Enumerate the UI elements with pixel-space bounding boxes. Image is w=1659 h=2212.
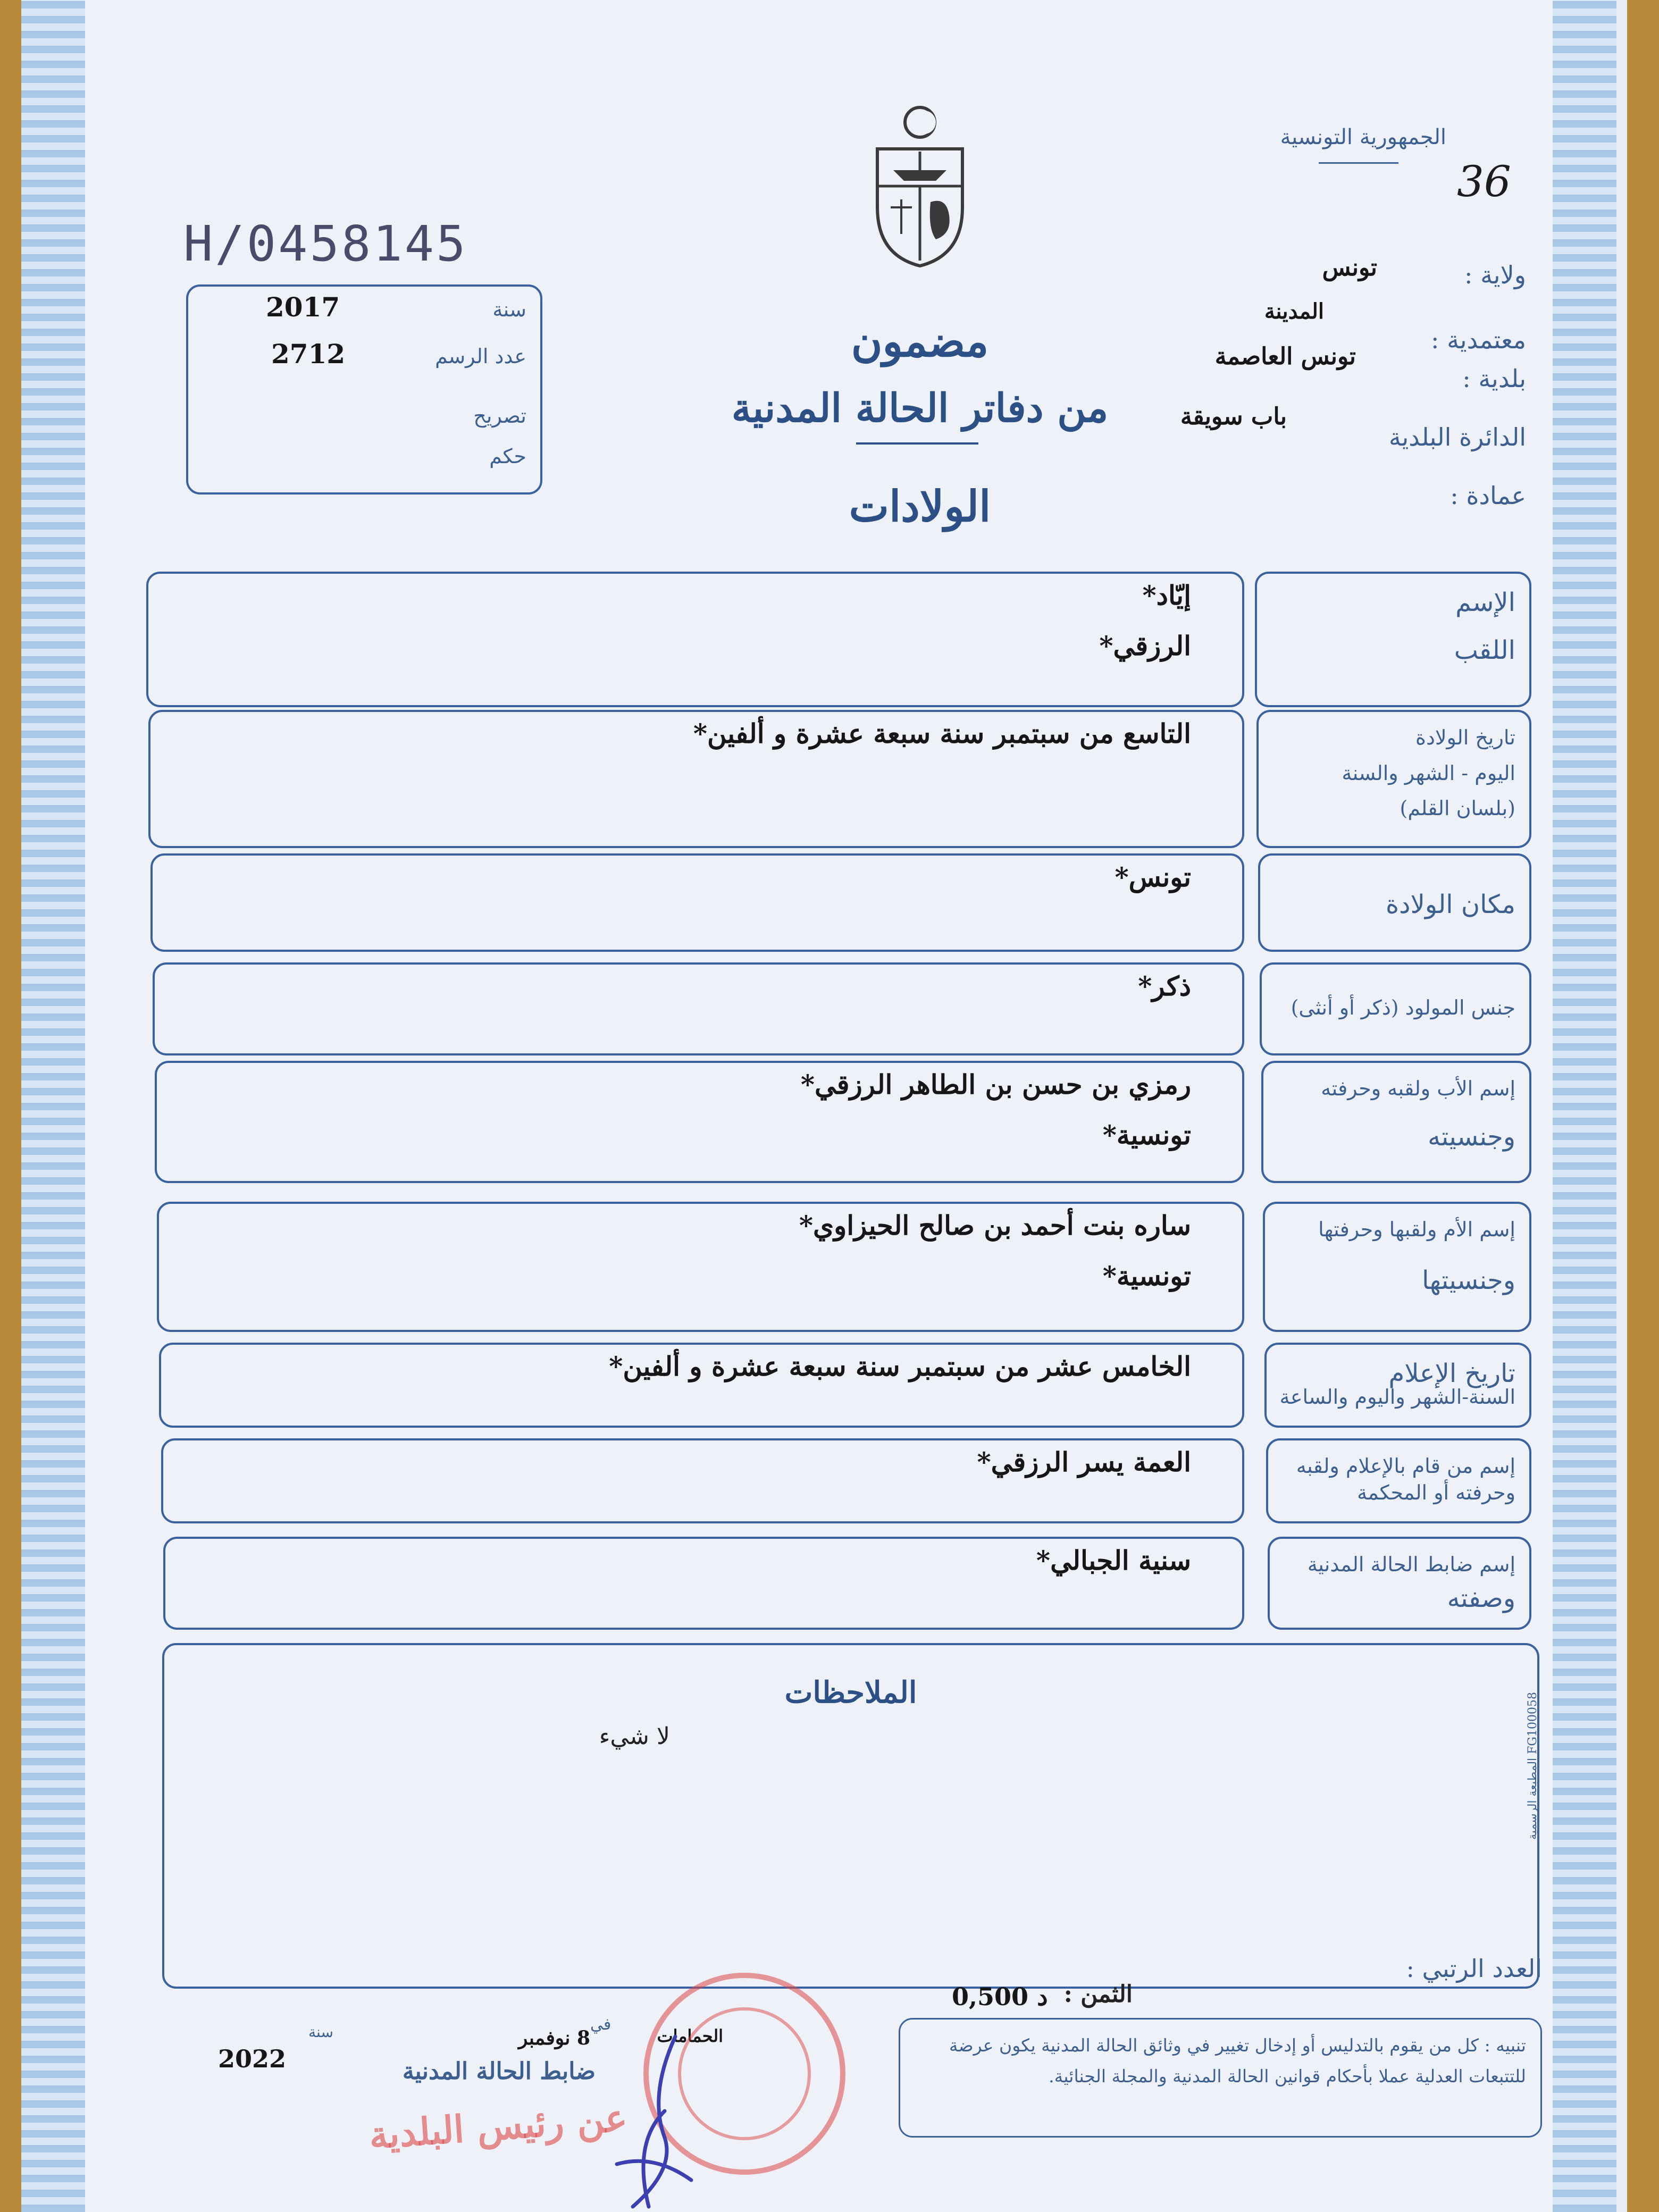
daira-value: باب سويقة <box>1180 403 1287 430</box>
officer-label: ضابط الحالة المدنية <box>402 2058 596 2085</box>
title-underline <box>856 442 978 445</box>
serial-order-label: العدد الرتبي : <box>1406 1954 1542 1983</box>
field-value-6-line-1: ساره بنت أحمد بن صالح الحيزاوي* <box>799 1210 1191 1241</box>
field-value-6-line-2: تونسية* <box>1102 1260 1191 1292</box>
serial-number: H/0458145 <box>183 215 468 272</box>
field-value-5-line-1: رمزي بن حسن بن الطاهر الرزقي* <box>800 1069 1191 1100</box>
record-number-value: 2712 <box>271 338 346 370</box>
notice-text: تنبيه : كل من يقوم بالتدليس أو إدخال تغيير في وثائق الحالة المدنية يكون عرضة للتتبعات العدلية عملا بأحكام قوانين الحالة المدنية والمجلة الجنائية. <box>949 2035 1526 2087</box>
field-value-7-line-1: الخامس عشر من سبتمبر سنة سبعة عشرة و ألفين* <box>609 1351 1191 1382</box>
field-label-9-line-2: وصفته <box>1447 1583 1515 1613</box>
field-label-2-line-1: تاريخ الولادة <box>1415 726 1515 749</box>
year-value-footer: 2022 <box>218 2045 287 2073</box>
mootamadiya-label: معتمدية : <box>1430 325 1526 354</box>
right-guilloche-border <box>1553 0 1616 2212</box>
omada-label: عمادة : <box>1450 481 1526 510</box>
field-value-9-line-1: سنية الجبالي* <box>1036 1545 1191 1576</box>
field-label-6-line-2: وجنسيتها <box>1422 1266 1515 1295</box>
price-value: 0,500 د <box>952 1982 1048 2011</box>
handwritten-signature <box>601 2031 697 2212</box>
remarks-value: لا شيء <box>599 1723 670 1750</box>
field-label-2-line-3: (بلسان القلم) <box>1400 797 1515 820</box>
year-label: سنة <box>492 298 526 321</box>
field-label-4-line-1: جنس المولود (ذكر أو أنثى) <box>1291 995 1515 1019</box>
wilaya-value: تونس <box>1322 254 1377 281</box>
republic-underline <box>1319 162 1398 164</box>
field-label-7-line-1: تاريخ الإعلام <box>1388 1359 1515 1388</box>
day-month-value: 8 نوفمبر <box>518 2027 590 2049</box>
stamp-signature-text: عن رئيس البلدية <box>367 2095 629 2158</box>
year-label-footer: سنة <box>308 2023 333 2041</box>
field-value-8-line-1: العمة يسر الرزقي* <box>977 1446 1191 1478</box>
field-label-6-line-1: إسم الأم ولقبها وحرفتها <box>1318 1218 1515 1241</box>
mootamadiya-value: المدينة <box>1264 299 1324 324</box>
daira-label: الدائرة البلدية <box>1388 423 1526 451</box>
fi-label: في <box>590 2015 611 2034</box>
wilaya-label: ولاية : <box>1464 261 1526 289</box>
official-seal-inner-ring <box>678 2007 811 2140</box>
title-madmoun: مضمون <box>851 316 989 366</box>
title-civil-registers: من دفاتر الحالة المدنية <box>731 386 1109 431</box>
coat-of-arms-icon <box>861 101 978 271</box>
republic-label: الجمهورية التونسية <box>1280 125 1446 149</box>
field-label-1-line-1: الإسم <box>1455 588 1515 617</box>
price-label: الثمن : <box>1063 1981 1133 2008</box>
field-label-5-line-2: وجنسيته <box>1428 1122 1515 1152</box>
left-guilloche-border <box>21 0 85 2212</box>
field-label-1-line-2: اللقب <box>1454 635 1515 665</box>
page-number: 36 <box>1457 157 1511 206</box>
field-value-1-line-2: الرزقي* <box>1099 630 1191 661</box>
field-value-1-line-1: إيّاد* <box>1142 580 1191 611</box>
printer-mark: المطبعة الرسمية FG100058 <box>1526 1692 1539 1840</box>
field-label-9-line-1: إسم ضابط الحالة المدنية <box>1307 1553 1515 1576</box>
field-value-4-line-1: ذكر* <box>1138 970 1191 1002</box>
place-value: الحمامات <box>657 2026 723 2046</box>
judgment-label: حكم <box>489 445 526 468</box>
field-label-8-line-2: وحرفته أو المحكمة <box>1357 1481 1515 1504</box>
field-value-3-line-1: تونس* <box>1115 861 1191 893</box>
record-number-label: عدد الرسم <box>435 345 526 368</box>
field-value-5-line-2: تونسية* <box>1102 1119 1191 1151</box>
field-label-7-line-2: السنة-الشهر واليوم والساعة <box>1279 1385 1515 1409</box>
field-label-3-line-1: مكان الولادة <box>1385 889 1515 919</box>
year-value: 2017 <box>266 291 340 323</box>
field-label-8-line-1: إسم من قام بالإعلام ولقبه <box>1296 1454 1515 1478</box>
remarks-title: الملاحظات <box>784 1675 917 1710</box>
field-value-2-line-1: التاسع من سبتمبر سنة سبعة عشرة و ألفين* <box>693 718 1191 749</box>
declaration-label: تصريح <box>473 404 526 428</box>
field-label-2-line-2: اليوم - الشهر والسنة <box>1342 761 1515 785</box>
baladiya-label: بلدية : <box>1462 364 1526 393</box>
baladiya-value: تونس العاصمة <box>1214 343 1356 370</box>
field-label-5-line-1: إسم الأب ولقبه وحرفته <box>1321 1077 1515 1100</box>
section-title-births: الولادات <box>849 481 991 531</box>
